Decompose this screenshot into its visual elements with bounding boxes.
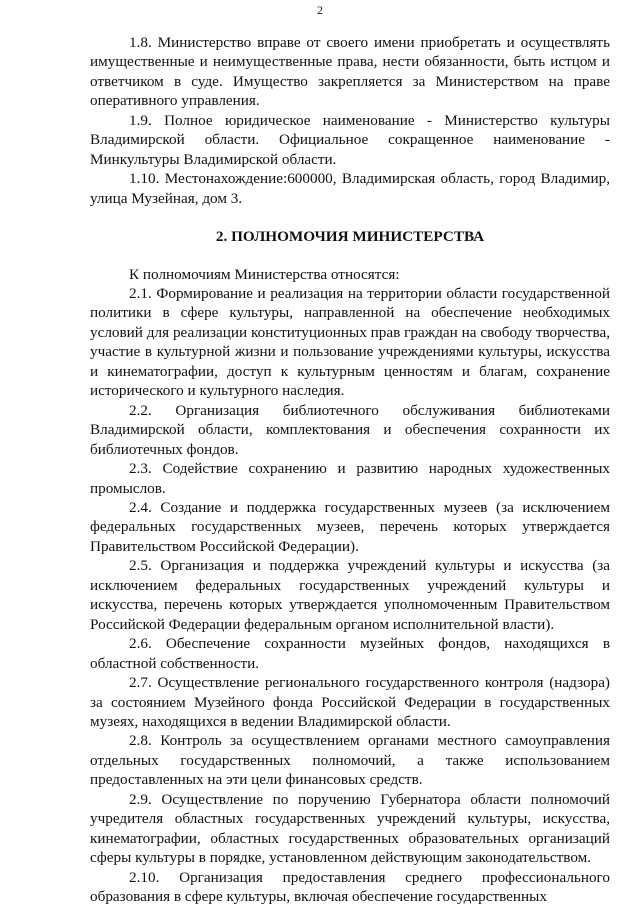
paragraph-1-8: 1.8. Министерство вправе от своего имени приобретать и осуществлять имущественные и неимущественные права, нести обязанности, быть истцом и ответчиком в суде. Имущество закрепляется за Министерством на праве оперативного управления. bbox=[90, 34, 610, 110]
paragraph-1-10: 1.10. Местонахождение:600000, Владимирская область, город Владимир, улица Музейная, дом 3. bbox=[90, 170, 610, 207]
section-intro: К полномочиям Министерства относятся: bbox=[129, 265, 400, 283]
item-2-1: 2.1. Формирование и реализация на территории области государственной политики в сфере культуры, направленной на обеспечение необходимых условий для реализации конституционных прав граждан на свободу творчества, участие в культурной жизни и пользование учреждениями культуры, искусства и кинематографии, доступ к культурным ценностям и благам, сохранение исторического и культурного наследия. bbox=[90, 284, 610, 400]
item-2-5: 2.5. Организация и поддержка учреждений культуры и искусства (за исключением федеральных государственных учреждений культуры и искусства, перечень которых утверждается уполномоченным Правительством Российской Федерации федеральным органом исполнительной власти). bbox=[90, 557, 610, 633]
item-2-6: 2.6. Обеспечение сохранности музейных фондов, находящихся в областной собственности. bbox=[90, 635, 610, 672]
item-2-10: 2.10. Организация предоставления среднего профессионального образования в сфере культуры, включая обеспечение государственных bbox=[90, 868, 610, 906]
item-2-8: 2.8. Контроль за осуществлением органами местного самоуправления отдельных государственных полномочий, а также использованием предоставленных на эти цели финансовых средств. bbox=[90, 732, 610, 789]
page-number: 2 bbox=[317, 3, 323, 17]
item-2-3: 2.3. Содействие сохранению и развитию народных художественных промыслов. bbox=[90, 460, 610, 497]
item-2-4: 2.4. Создание и поддержка государственных музеев (за исключением федеральных государственных музеев, перечень которых утверждается Правительством Российской Федерации). bbox=[90, 498, 610, 555]
document-body bbox=[90, 33, 610, 906]
item-2-2: 2.2. Организация библиотечного обслуживания библиотеками Владимирской области, комплектования и обеспечения сохранности их библиотечных фондов. bbox=[90, 401, 610, 458]
item-2-7: 2.7. Осуществление регионального государственного контроля (надзора) за состоянием Музейного фонда Российской Федерации в государственных музеях, находящихся в ведении Владимирской области. bbox=[90, 674, 610, 730]
item-2-9: 2.9. Осуществление по поручению Губернатора области полномочий учредителя областных государственных учреждений культуры, искусства, кинематографии, областных государственных образовательных организаций сферы культуры в порядке, установленном действующим законодательством. bbox=[90, 790, 610, 867]
section-heading: 2. ПОЛНОМОЧИЯ МИНИСТЕРСТВА bbox=[215, 228, 485, 246]
paragraph-1-9: 1.9. Полное юридическое наименование - Министерство культуры Владимирской области. Официальное сокращенное наименование - Минкультуры Владимирской области. bbox=[90, 111, 610, 168]
